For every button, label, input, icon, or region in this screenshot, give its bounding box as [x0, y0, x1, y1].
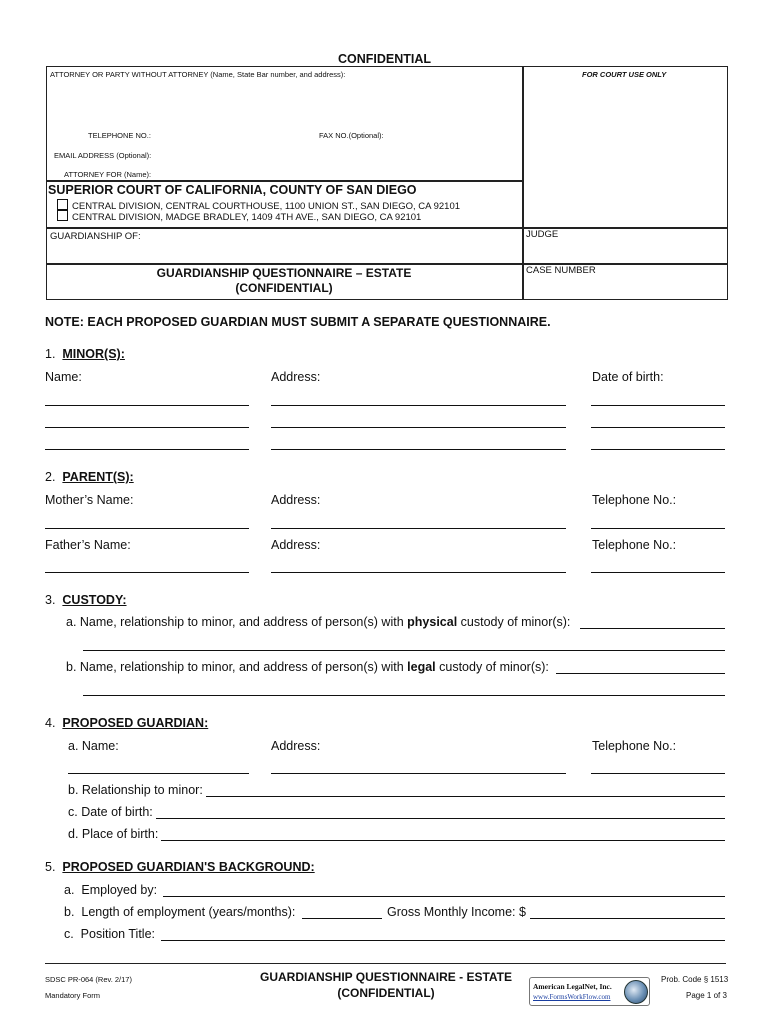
- guardian-name-label: a. Name:: [68, 739, 119, 753]
- section-3-title: CUSTODY:: [62, 593, 127, 607]
- division-2-option[interactable]: [57, 210, 421, 223]
- attorney-for-label: ATTORNEY FOR (Name):: [64, 170, 152, 179]
- judge-label: JUDGE: [526, 229, 559, 240]
- section-4-title: PROPOSED GUARDIAN:: [62, 716, 209, 730]
- division-1-checkbox[interactable]: [57, 199, 68, 210]
- confidential-heading: CONFIDENTIAL: [338, 52, 432, 66]
- physical-custody-field-2[interactable]: [83, 650, 725, 651]
- footer-title-1: GUARDIANSHIP QUESTIONNAIRE - ESTATE: [259, 970, 513, 984]
- minor-2-dob-field[interactable]: [591, 427, 725, 428]
- physical-custody-label: a. Name, relationship to minor, and address of person(s) with physical custody of minor(s):: [66, 615, 571, 629]
- mother-name-field[interactable]: [45, 528, 249, 529]
- section-2-title: PARENT(S):: [62, 470, 134, 484]
- guardianship-of-label: GUARDIANSHIP OF:: [50, 231, 141, 242]
- guardian-phone-label: Telephone No.:: [592, 739, 677, 753]
- legal-custody-field-2[interactable]: [83, 695, 725, 696]
- mandatory-form: Mandatory Form: [45, 991, 101, 1000]
- globe-icon: [624, 980, 648, 1004]
- minor-dob-label: Date of birth:: [592, 370, 664, 384]
- mother-phone-label: Telephone No.:: [592, 493, 677, 507]
- section-4-heading: [45, 716, 208, 730]
- relationship-label: b. Relationship to minor:: [68, 783, 203, 797]
- minor-1-name-field[interactable]: [45, 405, 249, 406]
- minor-2-address-field[interactable]: [271, 427, 566, 428]
- section-3-heading: [45, 593, 127, 607]
- court-name: SUPERIOR COURT OF CALIFORNIA, COUNTY OF SAN DIEGO: [48, 183, 417, 197]
- attorney-box: [46, 66, 524, 182]
- minor-3-address-field[interactable]: [271, 449, 566, 450]
- note-text: NOTE: EACH PROPOSED GUARDIAN MUST SUBMIT A SEPARATE QUESTIONNAIRE.: [45, 315, 551, 329]
- minor-name-label: Name:: [45, 370, 82, 384]
- position-title-field[interactable]: [161, 940, 725, 941]
- email-label: EMAIL ADDRESS (Optional):: [54, 151, 152, 160]
- birthplace-label: d. Place of birth:: [68, 827, 159, 841]
- minor-2-name-field[interactable]: [45, 427, 249, 428]
- form-number: SDSC PR-064 (Rev. 2/17): [45, 975, 132, 984]
- section-3-number: 3.: [45, 593, 56, 607]
- guardian-address-label: Address:: [271, 739, 321, 753]
- section-2-number: 2.: [45, 470, 56, 484]
- father-name-label: Father’s Name:: [45, 538, 131, 552]
- minor-1-address-field[interactable]: [271, 405, 566, 406]
- relationship-field[interactable]: [206, 796, 725, 797]
- telephone-label: TELEPHONE NO.:: [88, 131, 151, 140]
- guardian-address-field[interactable]: [271, 773, 566, 774]
- guardian-dob-field[interactable]: [156, 818, 725, 819]
- american-legalnet-logo: [529, 977, 650, 1006]
- division-2-checkbox[interactable]: [57, 210, 68, 221]
- guardian-dob-label: c. Date of birth:: [68, 805, 153, 819]
- section-5-heading: [45, 860, 315, 874]
- logo-company-name: American LegalNet, Inc.: [533, 982, 612, 991]
- father-phone-label: Telephone No.:: [592, 538, 677, 552]
- form-title-line-1: GUARDIANSHIP QUESTIONNAIRE – ESTATE: [156, 266, 412, 280]
- birthplace-field[interactable]: [161, 840, 725, 841]
- father-address-label: Address:: [271, 538, 321, 552]
- employer-field[interactable]: [163, 896, 725, 897]
- page-number: Page 1 of 3: [686, 991, 727, 1000]
- guardian-phone-field[interactable]: [591, 773, 725, 774]
- section-1-number: 1.: [45, 347, 56, 361]
- mother-name-label: Mother’s Name:: [45, 493, 134, 507]
- court-use-box: [522, 66, 728, 229]
- fax-label: FAX NO.(Optional):: [319, 131, 384, 140]
- minor-3-name-field[interactable]: [45, 449, 249, 450]
- case-number-label: CASE NUMBER: [526, 265, 596, 276]
- minor-3-dob-field[interactable]: [591, 449, 725, 450]
- employment-length-field[interactable]: [302, 918, 382, 919]
- father-phone-field[interactable]: [591, 572, 725, 573]
- prob-code: Prob. Code § 1513: [661, 975, 729, 984]
- minor-address-label: Address:: [271, 370, 321, 384]
- employment-length-label: b. Length of employment (years/months):: [64, 905, 296, 919]
- employer-label: a. Employed by:: [64, 883, 158, 897]
- section-5-title: PROPOSED GUARDIAN'S BACKGROUND:: [62, 860, 315, 874]
- division-1-label: CENTRAL DIVISION, CENTRAL COURTHOUSE, 1100 UNION ST., SAN DIEGO, CA 92101: [72, 201, 461, 212]
- division-2-label: CENTRAL DIVISION, MADGE BRADLEY, 1409 4TH AVE., SAN DIEGO, CA 92101: [72, 212, 422, 223]
- mother-phone-field[interactable]: [591, 528, 725, 529]
- position-title-label: c. Position Title:: [64, 927, 156, 941]
- minor-1-dob-field[interactable]: [591, 405, 725, 406]
- court-use-label: FOR COURT USE ONLY: [582, 70, 667, 79]
- section-1-heading: [45, 347, 125, 361]
- section-5-number: 5.: [45, 860, 56, 874]
- attorney-label: ATTORNEY OR PARTY WITHOUT ATTORNEY (Name, State Bar number, and address):: [50, 70, 346, 79]
- mother-address-label: Address:: [271, 493, 321, 507]
- father-name-field[interactable]: [45, 572, 249, 573]
- section-2-heading: [45, 470, 134, 484]
- legal-custody-field-1[interactable]: [556, 673, 725, 674]
- section-4-number: 4.: [45, 716, 56, 730]
- father-address-field[interactable]: [271, 572, 566, 573]
- form-title-line-2: (CONFIDENTIAL): [235, 281, 333, 295]
- mother-address-field[interactable]: [271, 528, 566, 529]
- income-label: Gross Monthly Income: $: [387, 905, 526, 919]
- section-1-title: MINOR(S):: [62, 347, 125, 361]
- footer-divider: [45, 963, 726, 964]
- legal-custody-label: b. Name, relationship to minor, and address of person(s) with legal custody of minor(s):: [66, 660, 549, 674]
- guardian-name-field[interactable]: [68, 773, 249, 774]
- logo-url-link[interactable]: www.FormsWorkFlow.com: [533, 993, 611, 1001]
- footer-title-2: (CONFIDENTIAL): [337, 986, 435, 1000]
- physical-custody-field-1[interactable]: [580, 628, 725, 629]
- income-field[interactable]: [530, 918, 725, 919]
